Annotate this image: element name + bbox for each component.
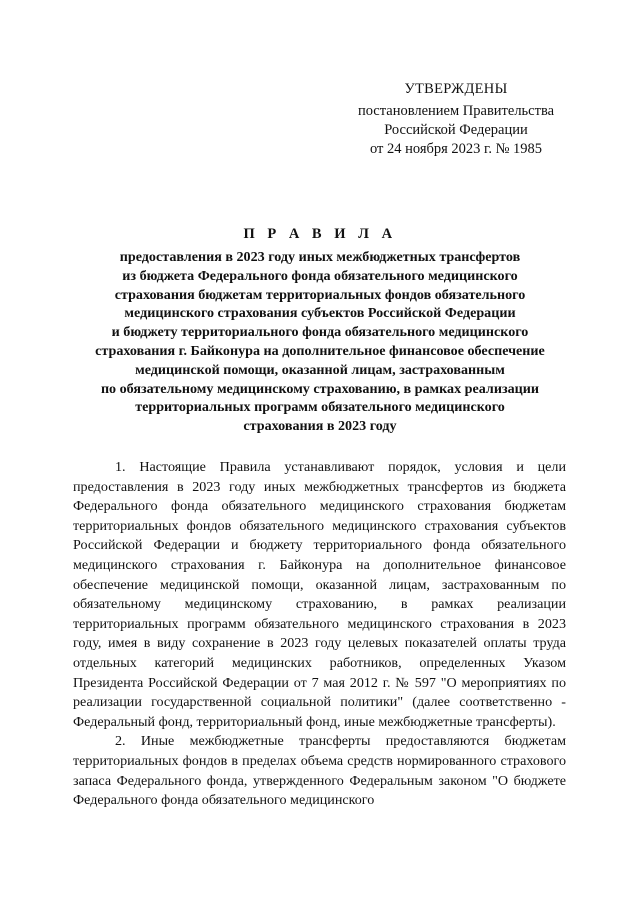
paragraph-1: 1. Настоящие Правила устанавливают порядок, условия и цели предоставления в 2023 году иных межбюджетных трансфертов из бюджета Федерального фонда обязательного медицинского страхования бюджетам территориальных фондов обязательного медицинского страхования субъектов Российской Федерации и бюджету территориального фонда обязательного медицинского страхования г. Байконура на дополнительное финансовое обеспечение медицинской помощи, оказанной лицам, застрахованным по обязательному медицинскому страхованию, в рамках реализации территориальных программ обязательного медицинского страхования в 2023 году, имея в виду сохранение в 2023 году целевых показателей оплаты труда отдельных категорий медицинских работников, определенных Указом Президента Российской Федерации от 7 мая 2012 г. № 597 "О мероприятиях по реализации государственной социальной политики" (далее соответственно - Федеральный фонд, территориальный фонд, иные межбюджетные трансферты).: [73, 459, 566, 730]
subtitle-line: медицинского страхования субъектов Российской Федерации: [124, 305, 516, 322]
subtitle-line: территориальных программ обязательного медицинского: [135, 399, 505, 416]
document-title: П Р А В И Л А: [243, 226, 397, 242]
approval-block: [336, 80, 576, 159]
subtitle-line: страхования в 2023 году: [243, 418, 397, 435]
document-body: [73, 458, 566, 811]
subtitle-line: по обязательному медицинскому страхованию, в рамках реализации: [100, 380, 540, 397]
subtitle-line: и бюджету территориального фонда обязательного медицинского: [111, 324, 529, 341]
subtitle-line: медицинской помощи, оказанной лицам, застрахованным: [135, 361, 505, 378]
paragraph-2: 2. Иные межбюджетные трансферты предоставляются бюджетам территориальных фондов в пределах объема средств нормированного страхового запаса Федерального фонда, утвержденного Федеральным законом "О бюджете Федерального фонда обязательного медицинского: [73, 733, 566, 809]
approval-line-3: от 24 ноября 2023 г. № 1985: [369, 141, 543, 157]
approval-line-2: Российской Федерации: [384, 122, 528, 138]
subtitle-line: страхования бюджетам территориальных фондов обязательного: [114, 286, 526, 303]
approval-heading: УТВЕРЖДЕНЫ: [404, 81, 508, 97]
document-subtitle: [40, 248, 600, 436]
subtitle-line: из бюджета Федерального фонда обязательного медицинского: [122, 267, 518, 284]
subtitle-line: предоставления в 2023 году иных межбюджетных трансфертов: [119, 249, 521, 265]
approval-line-1: постановлением Правительства: [357, 103, 555, 119]
subtitle-line: страхования г. Байконура на дополнительное финансовое обеспечение: [95, 342, 545, 359]
